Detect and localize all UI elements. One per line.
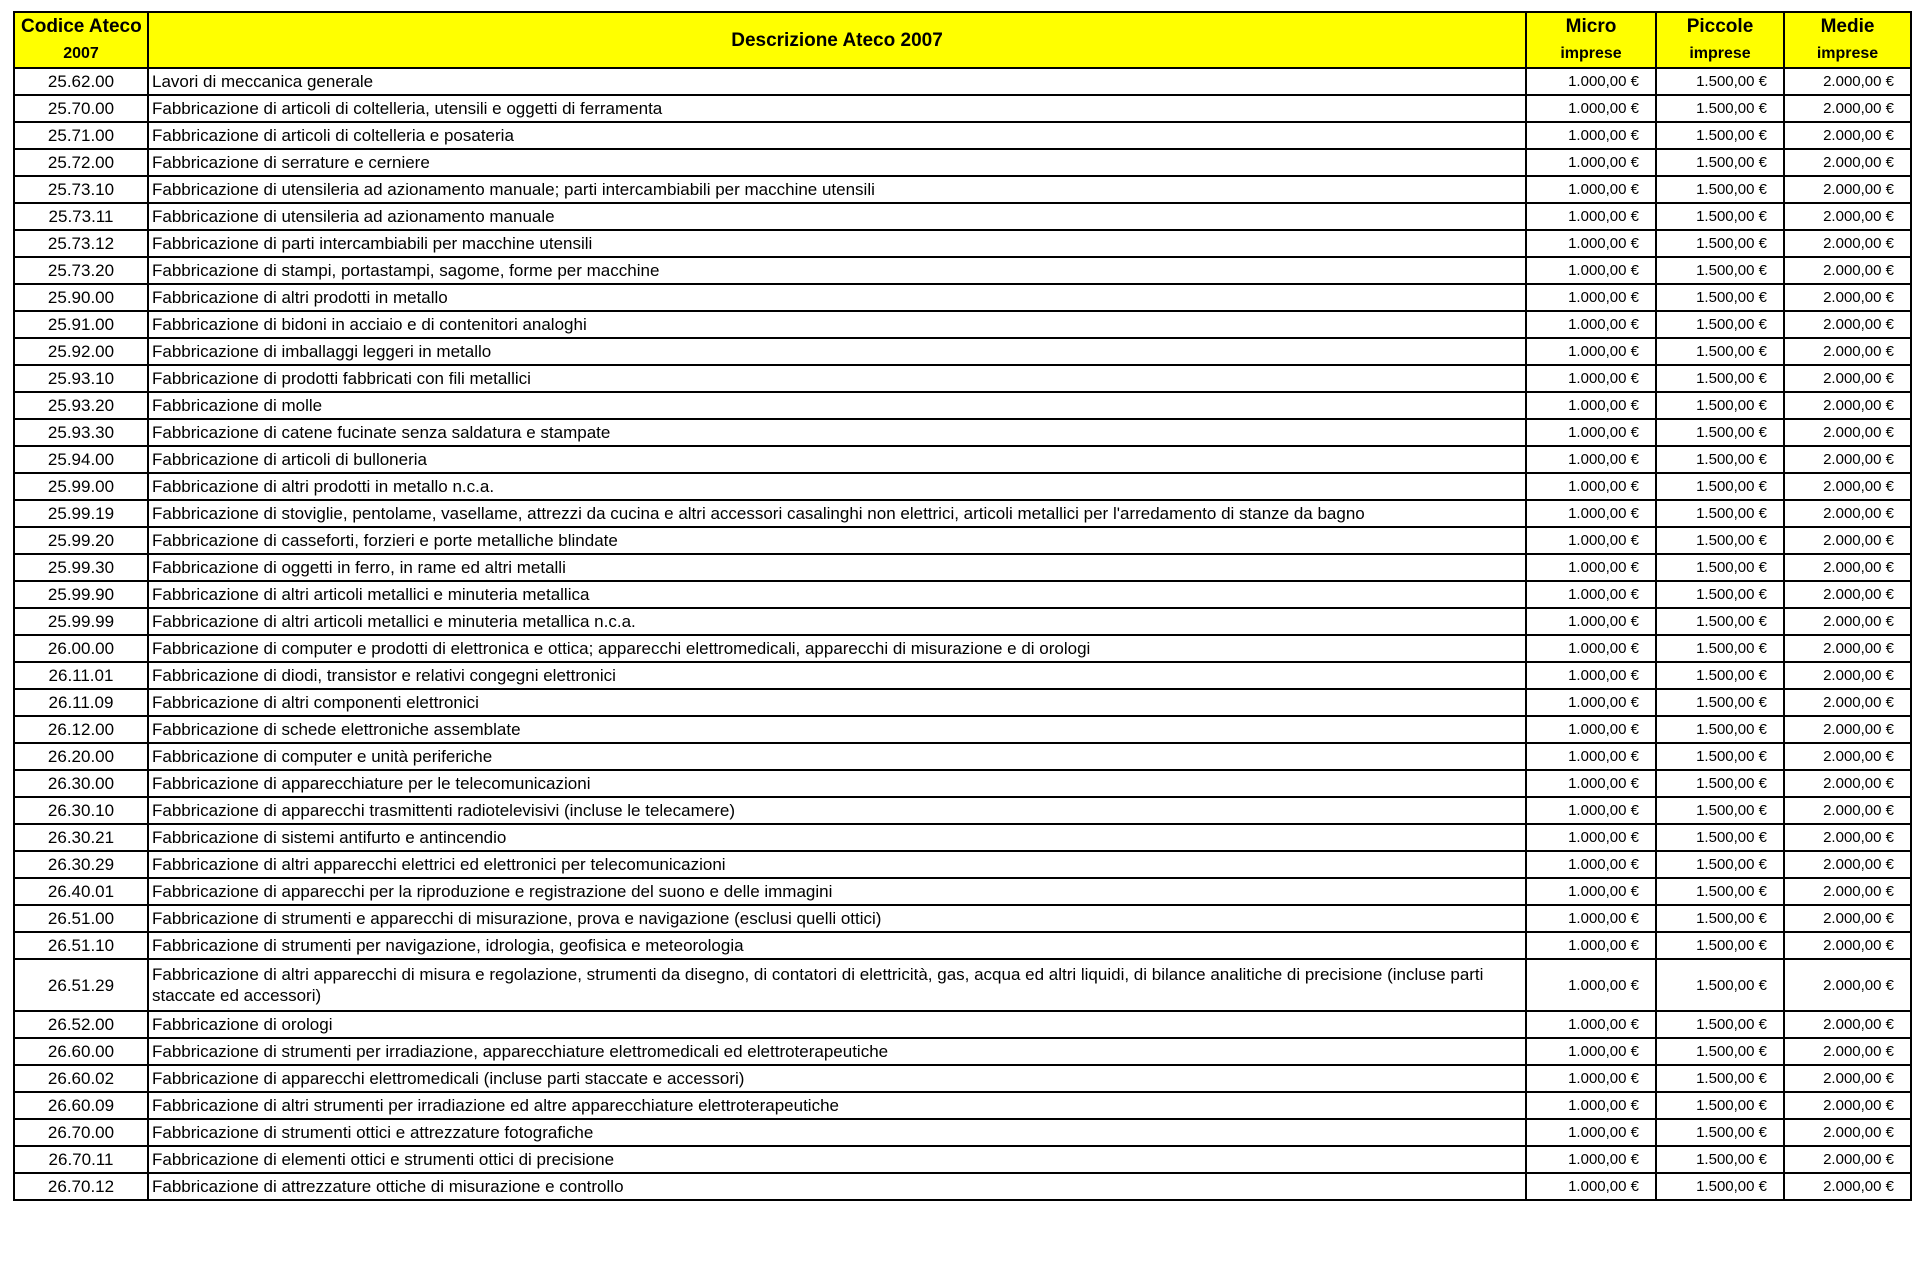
cell-codice: 25.90.00 bbox=[14, 284, 148, 311]
table-row bbox=[14, 122, 1911, 149]
cell-medie-imprese: 2.000,00 € bbox=[1784, 851, 1911, 878]
cell-medie-imprese: 2.000,00 € bbox=[1784, 122, 1911, 149]
cell-medie-imprese: 2.000,00 € bbox=[1784, 1173, 1911, 1200]
table-row bbox=[14, 149, 1911, 176]
cell-micro-imprese: 1.000,00 € bbox=[1526, 743, 1656, 770]
cell-descrizione: Fabbricazione di diodi, transistor e relativi congegni elettronici bbox=[148, 662, 1526, 689]
cell-medie-imprese: 2.000,00 € bbox=[1784, 419, 1911, 446]
table-row bbox=[14, 554, 1911, 581]
cell-medie-imprese: 2.000,00 € bbox=[1784, 1011, 1911, 1038]
table-row bbox=[14, 338, 1911, 365]
cell-descrizione: Fabbricazione di elementi ottici e strumenti ottici di precisione bbox=[148, 1146, 1526, 1173]
cell-medie-imprese: 2.000,00 € bbox=[1784, 338, 1911, 365]
cell-descrizione: Fabbricazione di bidoni in acciaio e di contenitori analoghi bbox=[148, 311, 1526, 338]
cell-codice: 26.51.29 bbox=[14, 959, 148, 1011]
cell-descrizione: Fabbricazione di articoli di coltelleria, utensili e oggetti di ferramenta bbox=[148, 95, 1526, 122]
table-row bbox=[14, 743, 1911, 770]
cell-descrizione: Fabbricazione di strumenti per navigazione, idrologia, geofisica e meteorologia bbox=[148, 932, 1526, 959]
cell-codice: 25.99.20 bbox=[14, 527, 148, 554]
cell-piccole-imprese: 1.500,00 € bbox=[1656, 95, 1784, 122]
table-row bbox=[14, 635, 1911, 662]
cell-piccole-imprese: 1.500,00 € bbox=[1656, 203, 1784, 230]
table-body bbox=[14, 68, 1911, 1200]
cell-codice: 25.99.00 bbox=[14, 473, 148, 500]
cell-micro-imprese: 1.000,00 € bbox=[1526, 1119, 1656, 1146]
cell-codice: 25.73.10 bbox=[14, 176, 148, 203]
table-row bbox=[14, 176, 1911, 203]
cell-codice: 26.70.12 bbox=[14, 1173, 148, 1200]
header-micro-line1: Micro bbox=[1565, 16, 1617, 37]
cell-micro-imprese: 1.000,00 € bbox=[1526, 338, 1656, 365]
cell-descrizione: Fabbricazione di apparecchiature per le telecomunicazioni bbox=[148, 770, 1526, 797]
cell-codice: 25.93.20 bbox=[14, 392, 148, 419]
cell-piccole-imprese: 1.500,00 € bbox=[1656, 1146, 1784, 1173]
cell-descrizione: Fabbricazione di altri apparecchi di misura e regolazione, strumenti da disegno, di contatori di elettricità, gas, acqua ed altri liquidi, di bilance analitiche di precisione (incluse parti staccate ed accessori) bbox=[148, 959, 1526, 1011]
table-row bbox=[14, 284, 1911, 311]
table-row bbox=[14, 257, 1911, 284]
cell-piccole-imprese: 1.500,00 € bbox=[1656, 581, 1784, 608]
cell-micro-imprese: 1.000,00 € bbox=[1526, 68, 1656, 95]
cell-descrizione: Fabbricazione di prodotti fabbricati con fili metallici bbox=[148, 365, 1526, 392]
table-row bbox=[14, 662, 1911, 689]
cell-codice: 25.99.90 bbox=[14, 581, 148, 608]
cell-piccole-imprese: 1.500,00 € bbox=[1656, 554, 1784, 581]
cell-micro-imprese: 1.000,00 € bbox=[1526, 473, 1656, 500]
cell-micro-imprese: 1.000,00 € bbox=[1526, 365, 1656, 392]
cell-codice: 26.60.02 bbox=[14, 1065, 148, 1092]
cell-medie-imprese: 2.000,00 € bbox=[1784, 392, 1911, 419]
table-row bbox=[14, 608, 1911, 635]
table-row bbox=[14, 230, 1911, 257]
cell-piccole-imprese: 1.500,00 € bbox=[1656, 1065, 1784, 1092]
ateco-table bbox=[13, 11, 1912, 1201]
cell-piccole-imprese: 1.500,00 € bbox=[1656, 797, 1784, 824]
table-row bbox=[14, 419, 1911, 446]
cell-descrizione: Fabbricazione di molle bbox=[148, 392, 1526, 419]
cell-micro-imprese: 1.000,00 € bbox=[1526, 1011, 1656, 1038]
cell-piccole-imprese: 1.500,00 € bbox=[1656, 365, 1784, 392]
cell-descrizione: Fabbricazione di altri apparecchi elettrici ed elettronici per telecomunicazioni bbox=[148, 851, 1526, 878]
cell-descrizione: Fabbricazione di altri strumenti per irradiazione ed altre apparecchiature elettroterapeutiche bbox=[148, 1092, 1526, 1119]
cell-descrizione: Fabbricazione di strumenti ottici e attrezzature fotografiche bbox=[148, 1119, 1526, 1146]
cell-descrizione: Fabbricazione di catene fucinate senza saldatura e stampate bbox=[148, 419, 1526, 446]
cell-micro-imprese: 1.000,00 € bbox=[1526, 122, 1656, 149]
header-codice-line2: 2007 bbox=[63, 45, 99, 62]
cell-descrizione: Fabbricazione di altri prodotti in metallo bbox=[148, 284, 1526, 311]
cell-medie-imprese: 2.000,00 € bbox=[1784, 527, 1911, 554]
cell-micro-imprese: 1.000,00 € bbox=[1526, 149, 1656, 176]
table-row bbox=[14, 1119, 1911, 1146]
table-header bbox=[14, 12, 1911, 68]
header-medie-line1: Medie bbox=[1820, 16, 1875, 37]
cell-piccole-imprese: 1.500,00 € bbox=[1656, 1011, 1784, 1038]
cell-micro-imprese: 1.000,00 € bbox=[1526, 284, 1656, 311]
cell-micro-imprese: 1.000,00 € bbox=[1526, 581, 1656, 608]
cell-piccole-imprese: 1.500,00 € bbox=[1656, 824, 1784, 851]
table-row bbox=[14, 68, 1911, 95]
cell-piccole-imprese: 1.500,00 € bbox=[1656, 149, 1784, 176]
cell-piccole-imprese: 1.500,00 € bbox=[1656, 338, 1784, 365]
table-row bbox=[14, 446, 1911, 473]
cell-descrizione: Fabbricazione di sistemi antifurto e antincendio bbox=[148, 824, 1526, 851]
cell-codice: 26.30.00 bbox=[14, 770, 148, 797]
table-row bbox=[14, 203, 1911, 230]
cell-micro-imprese: 1.000,00 € bbox=[1526, 1173, 1656, 1200]
cell-codice: 26.70.11 bbox=[14, 1146, 148, 1173]
cell-micro-imprese: 1.000,00 € bbox=[1526, 203, 1656, 230]
header-descrizione: Descrizione Ateco 2007 bbox=[148, 12, 1526, 68]
cell-micro-imprese: 1.000,00 € bbox=[1526, 230, 1656, 257]
cell-piccole-imprese: 1.500,00 € bbox=[1656, 851, 1784, 878]
cell-piccole-imprese: 1.500,00 € bbox=[1656, 446, 1784, 473]
cell-micro-imprese: 1.000,00 € bbox=[1526, 419, 1656, 446]
header-piccole-line2: imprese bbox=[1689, 45, 1751, 62]
cell-codice: 26.30.21 bbox=[14, 824, 148, 851]
cell-micro-imprese: 1.000,00 € bbox=[1526, 851, 1656, 878]
cell-descrizione: Fabbricazione di apparecchi per la riproduzione e registrazione del suono e delle immagini bbox=[148, 878, 1526, 905]
cell-micro-imprese: 1.000,00 € bbox=[1526, 905, 1656, 932]
cell-codice: 26.60.09 bbox=[14, 1092, 148, 1119]
cell-medie-imprese: 2.000,00 € bbox=[1784, 797, 1911, 824]
cell-descrizione: Fabbricazione di imballaggi leggeri in metallo bbox=[148, 338, 1526, 365]
cell-micro-imprese: 1.000,00 € bbox=[1526, 1038, 1656, 1065]
cell-descrizione: Fabbricazione di casseforti, forzieri e porte metalliche blindate bbox=[148, 527, 1526, 554]
cell-codice: 26.30.29 bbox=[14, 851, 148, 878]
cell-micro-imprese: 1.000,00 € bbox=[1526, 257, 1656, 284]
cell-descrizione: Fabbricazione di utensileria ad azionamento manuale bbox=[148, 203, 1526, 230]
table-row bbox=[14, 581, 1911, 608]
cell-descrizione: Fabbricazione di altri prodotti in metallo n.c.a. bbox=[148, 473, 1526, 500]
cell-micro-imprese: 1.000,00 € bbox=[1526, 959, 1656, 1011]
header-medie-imprese bbox=[1784, 12, 1911, 68]
cell-descrizione: Fabbricazione di serrature e cerniere bbox=[148, 149, 1526, 176]
cell-codice: 26.60.00 bbox=[14, 1038, 148, 1065]
cell-micro-imprese: 1.000,00 € bbox=[1526, 797, 1656, 824]
cell-piccole-imprese: 1.500,00 € bbox=[1656, 635, 1784, 662]
cell-piccole-imprese: 1.500,00 € bbox=[1656, 176, 1784, 203]
cell-codice: 25.92.00 bbox=[14, 338, 148, 365]
cell-micro-imprese: 1.000,00 € bbox=[1526, 95, 1656, 122]
cell-piccole-imprese: 1.500,00 € bbox=[1656, 959, 1784, 1011]
cell-descrizione: Fabbricazione di articoli di bulloneria bbox=[148, 446, 1526, 473]
cell-medie-imprese: 2.000,00 € bbox=[1784, 68, 1911, 95]
table-row bbox=[14, 797, 1911, 824]
cell-micro-imprese: 1.000,00 € bbox=[1526, 716, 1656, 743]
table-row bbox=[14, 689, 1911, 716]
table-row bbox=[14, 500, 1911, 527]
cell-micro-imprese: 1.000,00 € bbox=[1526, 1065, 1656, 1092]
cell-descrizione: Fabbricazione di orologi bbox=[148, 1011, 1526, 1038]
cell-medie-imprese: 2.000,00 € bbox=[1784, 932, 1911, 959]
cell-piccole-imprese: 1.500,00 € bbox=[1656, 743, 1784, 770]
cell-descrizione: Fabbricazione di apparecchi trasmittenti radiotelevisivi (incluse le telecamere) bbox=[148, 797, 1526, 824]
cell-medie-imprese: 2.000,00 € bbox=[1784, 716, 1911, 743]
table-row bbox=[14, 878, 1911, 905]
cell-medie-imprese: 2.000,00 € bbox=[1784, 1065, 1911, 1092]
cell-codice: 26.52.00 bbox=[14, 1011, 148, 1038]
cell-codice: 26.30.10 bbox=[14, 797, 148, 824]
cell-medie-imprese: 2.000,00 € bbox=[1784, 662, 1911, 689]
cell-medie-imprese: 2.000,00 € bbox=[1784, 257, 1911, 284]
table-row bbox=[14, 95, 1911, 122]
cell-medie-imprese: 2.000,00 € bbox=[1784, 1119, 1911, 1146]
cell-codice: 25.71.00 bbox=[14, 122, 148, 149]
cell-micro-imprese: 1.000,00 € bbox=[1526, 446, 1656, 473]
table-row bbox=[14, 1065, 1911, 1092]
header-micro-imprese bbox=[1526, 12, 1656, 68]
cell-piccole-imprese: 1.500,00 € bbox=[1656, 770, 1784, 797]
table-row bbox=[14, 1092, 1911, 1119]
cell-piccole-imprese: 1.500,00 € bbox=[1656, 1119, 1784, 1146]
cell-codice: 26.70.00 bbox=[14, 1119, 148, 1146]
cell-medie-imprese: 2.000,00 € bbox=[1784, 365, 1911, 392]
cell-descrizione: Fabbricazione di oggetti in ferro, in rame ed altri metalli bbox=[148, 554, 1526, 581]
cell-piccole-imprese: 1.500,00 € bbox=[1656, 1092, 1784, 1119]
table-row bbox=[14, 770, 1911, 797]
cell-medie-imprese: 2.000,00 € bbox=[1784, 878, 1911, 905]
cell-medie-imprese: 2.000,00 € bbox=[1784, 284, 1911, 311]
cell-descrizione: Fabbricazione di articoli di coltelleria e posateria bbox=[148, 122, 1526, 149]
table-row bbox=[14, 311, 1911, 338]
cell-piccole-imprese: 1.500,00 € bbox=[1656, 1173, 1784, 1200]
cell-medie-imprese: 2.000,00 € bbox=[1784, 824, 1911, 851]
cell-medie-imprese: 2.000,00 € bbox=[1784, 203, 1911, 230]
cell-codice: 26.20.00 bbox=[14, 743, 148, 770]
table-row bbox=[14, 851, 1911, 878]
cell-descrizione: Fabbricazione di computer e unità periferiche bbox=[148, 743, 1526, 770]
cell-descrizione: Fabbricazione di stoviglie, pentolame, vasellame, attrezzi da cucina e altri accessori casalinghi non elettrici, articoli metallici per l'arredamento di stanze da bagno bbox=[148, 500, 1526, 527]
cell-codice: 26.11.01 bbox=[14, 662, 148, 689]
cell-micro-imprese: 1.000,00 € bbox=[1526, 932, 1656, 959]
header-row bbox=[14, 12, 1911, 68]
cell-codice: 25.93.30 bbox=[14, 419, 148, 446]
cell-piccole-imprese: 1.500,00 € bbox=[1656, 1038, 1784, 1065]
cell-piccole-imprese: 1.500,00 € bbox=[1656, 500, 1784, 527]
cell-piccole-imprese: 1.500,00 € bbox=[1656, 608, 1784, 635]
header-codice-ateco bbox=[14, 12, 148, 68]
cell-codice: 25.99.99 bbox=[14, 608, 148, 635]
cell-codice: 25.93.10 bbox=[14, 365, 148, 392]
cell-piccole-imprese: 1.500,00 € bbox=[1656, 905, 1784, 932]
header-medie-line2: imprese bbox=[1816, 45, 1879, 62]
table-row bbox=[14, 392, 1911, 419]
cell-codice: 26.00.00 bbox=[14, 635, 148, 662]
table-row bbox=[14, 959, 1911, 1011]
cell-codice: 25.73.11 bbox=[14, 203, 148, 230]
header-micro-line2: imprese bbox=[1560, 45, 1622, 62]
cell-medie-imprese: 2.000,00 € bbox=[1784, 770, 1911, 797]
cell-medie-imprese: 2.000,00 € bbox=[1784, 311, 1911, 338]
cell-micro-imprese: 1.000,00 € bbox=[1526, 500, 1656, 527]
table-row bbox=[14, 527, 1911, 554]
table-row bbox=[14, 1146, 1911, 1173]
ateco-table-sheet bbox=[13, 11, 1910, 1201]
cell-piccole-imprese: 1.500,00 € bbox=[1656, 662, 1784, 689]
cell-micro-imprese: 1.000,00 € bbox=[1526, 392, 1656, 419]
header-codice-line1: Codice Ateco bbox=[21, 16, 142, 37]
cell-micro-imprese: 1.000,00 € bbox=[1526, 1146, 1656, 1173]
table-row bbox=[14, 365, 1911, 392]
cell-medie-imprese: 2.000,00 € bbox=[1784, 176, 1911, 203]
table-row bbox=[14, 824, 1911, 851]
cell-micro-imprese: 1.000,00 € bbox=[1526, 824, 1656, 851]
cell-piccole-imprese: 1.500,00 € bbox=[1656, 527, 1784, 554]
cell-medie-imprese: 2.000,00 € bbox=[1784, 1146, 1911, 1173]
cell-descrizione: Fabbricazione di altri componenti elettronici bbox=[148, 689, 1526, 716]
table-row bbox=[14, 473, 1911, 500]
table-row bbox=[14, 932, 1911, 959]
cell-medie-imprese: 2.000,00 € bbox=[1784, 581, 1911, 608]
cell-descrizione: Fabbricazione di altri articoli metallici e minuteria metallica n.c.a. bbox=[148, 608, 1526, 635]
cell-micro-imprese: 1.000,00 € bbox=[1526, 689, 1656, 716]
cell-micro-imprese: 1.000,00 € bbox=[1526, 176, 1656, 203]
cell-micro-imprese: 1.000,00 € bbox=[1526, 662, 1656, 689]
cell-descrizione: Lavori di meccanica generale bbox=[148, 68, 1526, 95]
cell-codice: 26.12.00 bbox=[14, 716, 148, 743]
cell-medie-imprese: 2.000,00 € bbox=[1784, 149, 1911, 176]
cell-descrizione: Fabbricazione di parti intercambiabili per macchine utensili bbox=[148, 230, 1526, 257]
cell-micro-imprese: 1.000,00 € bbox=[1526, 770, 1656, 797]
cell-medie-imprese: 2.000,00 € bbox=[1784, 608, 1911, 635]
cell-medie-imprese: 2.000,00 € bbox=[1784, 635, 1911, 662]
cell-piccole-imprese: 1.500,00 € bbox=[1656, 284, 1784, 311]
cell-descrizione: Fabbricazione di computer e prodotti di elettronica e ottica; apparecchi elettromedicali, apparecchi di misurazione e di orologi bbox=[148, 635, 1526, 662]
cell-micro-imprese: 1.000,00 € bbox=[1526, 635, 1656, 662]
cell-codice: 26.40.01 bbox=[14, 878, 148, 905]
cell-piccole-imprese: 1.500,00 € bbox=[1656, 257, 1784, 284]
cell-medie-imprese: 2.000,00 € bbox=[1784, 230, 1911, 257]
cell-codice: 25.72.00 bbox=[14, 149, 148, 176]
cell-medie-imprese: 2.000,00 € bbox=[1784, 554, 1911, 581]
cell-piccole-imprese: 1.500,00 € bbox=[1656, 230, 1784, 257]
cell-piccole-imprese: 1.500,00 € bbox=[1656, 932, 1784, 959]
cell-medie-imprese: 2.000,00 € bbox=[1784, 905, 1911, 932]
cell-codice: 25.70.00 bbox=[14, 95, 148, 122]
table-row bbox=[14, 716, 1911, 743]
cell-piccole-imprese: 1.500,00 € bbox=[1656, 716, 1784, 743]
cell-micro-imprese: 1.000,00 € bbox=[1526, 527, 1656, 554]
table-row bbox=[14, 1173, 1911, 1200]
cell-piccole-imprese: 1.500,00 € bbox=[1656, 311, 1784, 338]
cell-medie-imprese: 2.000,00 € bbox=[1784, 500, 1911, 527]
cell-descrizione: Fabbricazione di schede elettroniche assemblate bbox=[148, 716, 1526, 743]
cell-descrizione: Fabbricazione di strumenti e apparecchi di misurazione, prova e navigazione (esclusi quelli ottici) bbox=[148, 905, 1526, 932]
cell-medie-imprese: 2.000,00 € bbox=[1784, 1038, 1911, 1065]
cell-codice: 25.99.30 bbox=[14, 554, 148, 581]
cell-piccole-imprese: 1.500,00 € bbox=[1656, 122, 1784, 149]
cell-medie-imprese: 2.000,00 € bbox=[1784, 1092, 1911, 1119]
cell-medie-imprese: 2.000,00 € bbox=[1784, 959, 1911, 1011]
cell-micro-imprese: 1.000,00 € bbox=[1526, 1092, 1656, 1119]
cell-micro-imprese: 1.000,00 € bbox=[1526, 554, 1656, 581]
table-row bbox=[14, 1038, 1911, 1065]
cell-descrizione: Fabbricazione di apparecchi elettromedicali (incluse parti staccate e accessori) bbox=[148, 1065, 1526, 1092]
cell-micro-imprese: 1.000,00 € bbox=[1526, 608, 1656, 635]
cell-medie-imprese: 2.000,00 € bbox=[1784, 473, 1911, 500]
cell-piccole-imprese: 1.500,00 € bbox=[1656, 392, 1784, 419]
cell-micro-imprese: 1.000,00 € bbox=[1526, 311, 1656, 338]
cell-codice: 26.51.00 bbox=[14, 905, 148, 932]
cell-codice: 26.11.09 bbox=[14, 689, 148, 716]
header-piccole-line1: Piccole bbox=[1686, 16, 1754, 37]
cell-codice: 25.73.12 bbox=[14, 230, 148, 257]
table-row bbox=[14, 905, 1911, 932]
cell-descrizione: Fabbricazione di utensileria ad azionamento manuale; parti intercambiabili per macchine utensili bbox=[148, 176, 1526, 203]
cell-codice: 25.62.00 bbox=[14, 68, 148, 95]
table-row bbox=[14, 1011, 1911, 1038]
cell-medie-imprese: 2.000,00 € bbox=[1784, 689, 1911, 716]
header-piccole-imprese bbox=[1656, 12, 1784, 68]
cell-codice: 25.91.00 bbox=[14, 311, 148, 338]
cell-descrizione: Fabbricazione di altri articoli metallici e minuteria metallica bbox=[148, 581, 1526, 608]
cell-descrizione: Fabbricazione di attrezzature ottiche di misurazione e controllo bbox=[148, 1173, 1526, 1200]
cell-medie-imprese: 2.000,00 € bbox=[1784, 743, 1911, 770]
cell-piccole-imprese: 1.500,00 € bbox=[1656, 689, 1784, 716]
cell-micro-imprese: 1.000,00 € bbox=[1526, 878, 1656, 905]
cell-descrizione: Fabbricazione di strumenti per irradiazione, apparecchiature elettromedicali ed elettroterapeutiche bbox=[148, 1038, 1526, 1065]
cell-medie-imprese: 2.000,00 € bbox=[1784, 446, 1911, 473]
cell-piccole-imprese: 1.500,00 € bbox=[1656, 878, 1784, 905]
cell-codice: 25.73.20 bbox=[14, 257, 148, 284]
cell-codice: 25.94.00 bbox=[14, 446, 148, 473]
cell-piccole-imprese: 1.500,00 € bbox=[1656, 473, 1784, 500]
cell-codice: 26.51.10 bbox=[14, 932, 148, 959]
cell-codice: 25.99.19 bbox=[14, 500, 148, 527]
cell-piccole-imprese: 1.500,00 € bbox=[1656, 419, 1784, 446]
cell-medie-imprese: 2.000,00 € bbox=[1784, 95, 1911, 122]
cell-descrizione: Fabbricazione di stampi, portastampi, sagome, forme per macchine bbox=[148, 257, 1526, 284]
cell-piccole-imprese: 1.500,00 € bbox=[1656, 68, 1784, 95]
